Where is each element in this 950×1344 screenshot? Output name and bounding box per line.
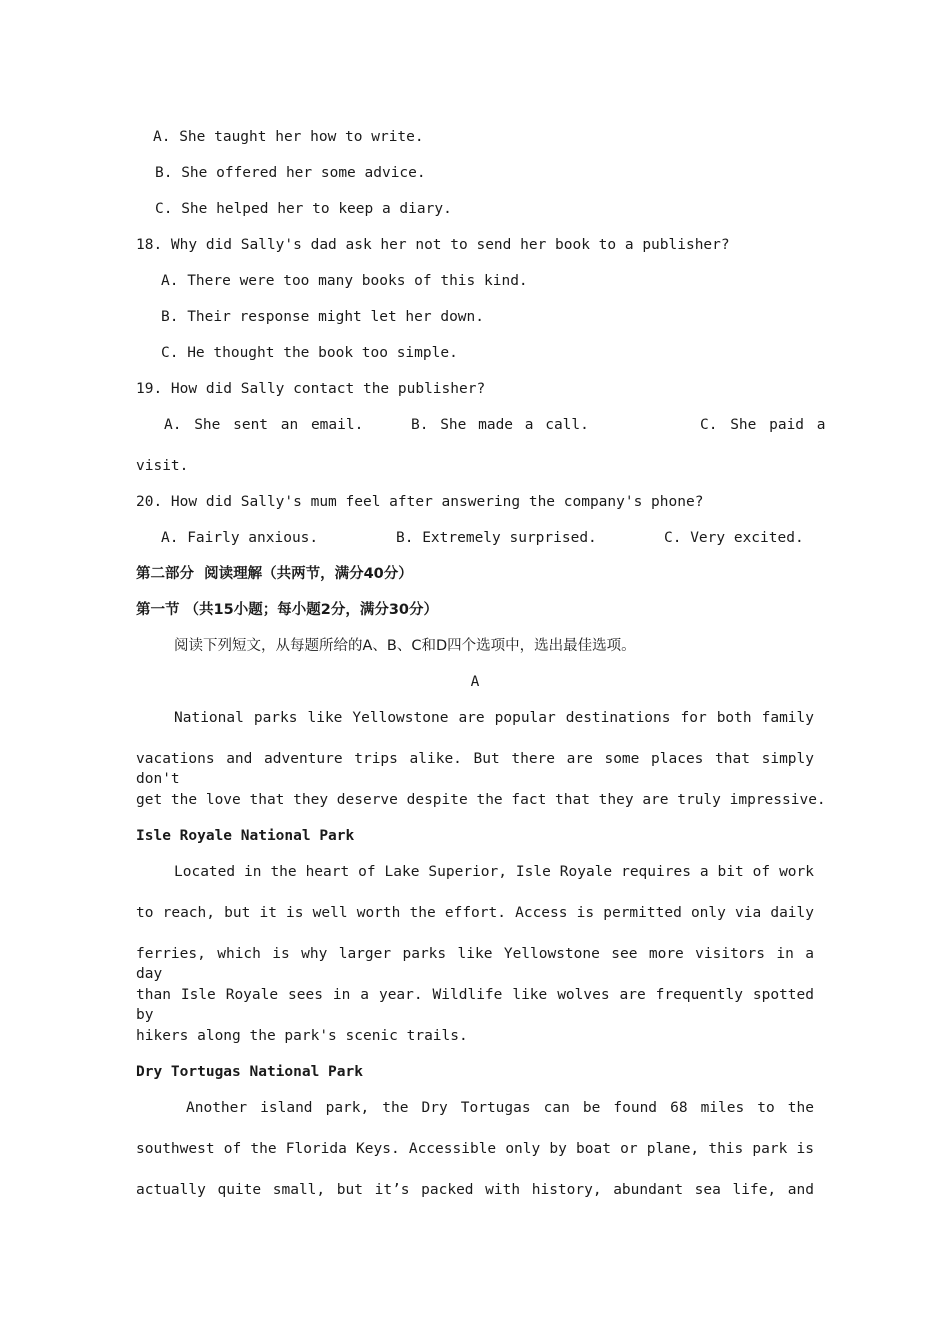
- passage-intro-line-3: get the love that they deserve despite the fact that they are truly impressive.: [136, 792, 826, 808]
- q20-option-a: A. Fairly anxious.: [161, 530, 319, 546]
- passage-label: A: [470, 674, 480, 690]
- section1-heading: 第一节 （共15小题；每小题2分，满分30分）: [136, 602, 438, 618]
- isle-line-5: hikers along the park's scenic trails.: [136, 1028, 468, 1044]
- dry-line-3: actually quite small, but it’s packed with history, abundant sea life, and: [136, 1182, 814, 1198]
- isle-line-3: ferries, which is why larger parks like Yellowstone see more visitors in a day: [136, 946, 814, 982]
- isle-line-2: to reach, but it is well worth the effort. Access is permitted only via daily: [136, 905, 814, 921]
- q19-option-c-continued: visit.: [136, 458, 189, 474]
- q19-option-b: B. She made a call.: [411, 417, 589, 433]
- q17-option-a: A. She taught her how to write.: [153, 129, 424, 145]
- dry-tortugas-title: Dry Tortugas National Park: [136, 1064, 363, 1080]
- q17-option-b: B. She offered her some advice.: [155, 165, 426, 181]
- isle-royale-title: Isle Royale National Park: [136, 828, 355, 844]
- q18-option-b: B. Their response might let her down.: [161, 309, 485, 325]
- reading-instruction: 阅读下列短文，从每题所给的A、B、C和D四个选项中，选出最佳选项。: [174, 638, 636, 654]
- q19-option-a: A. She sent an email.: [164, 417, 364, 433]
- dry-line-1: Another island park, the Dry Tortugas can be found 68 miles to the: [186, 1100, 814, 1116]
- q18-option-a: A. There were too many books of this kind.: [161, 273, 528, 289]
- q20-option-b: B. Extremely surprised.: [396, 530, 597, 546]
- q17-option-c: C. She helped her to keep a diary.: [155, 201, 452, 217]
- q19-option-c: C. She paid a: [700, 417, 826, 433]
- isle-line-4: than Isle Royale sees in a year. Wildlife like wolves are frequently spotted by: [136, 987, 814, 1023]
- dry-line-2: southwest of the Florida Keys. Accessible only by boat or plane, this park is: [136, 1141, 814, 1157]
- q18-question: 18. Why did Sally's dad ask her not to send her book to a publisher?: [136, 237, 730, 253]
- q19-question: 19. How did Sally contact the publisher?: [136, 381, 486, 397]
- part2-heading: 第二部分 阅读理解（共两节，满分40分）: [136, 566, 413, 582]
- q20-option-c: C. Very excited.: [664, 530, 804, 546]
- isle-line-1: Located in the heart of Lake Superior, Isle Royale requires a bit of work: [174, 864, 814, 880]
- passage-intro-line-1: National parks like Yellowstone are popular destinations for both family: [174, 710, 814, 726]
- passage-intro-line-2: vacations and adventure trips alike. But there are some places that simply don't: [136, 751, 814, 787]
- q20-question: 20. How did Sally's mum feel after answering the company's phone?: [136, 494, 704, 510]
- q18-option-c: C. He thought the book too simple.: [161, 345, 458, 361]
